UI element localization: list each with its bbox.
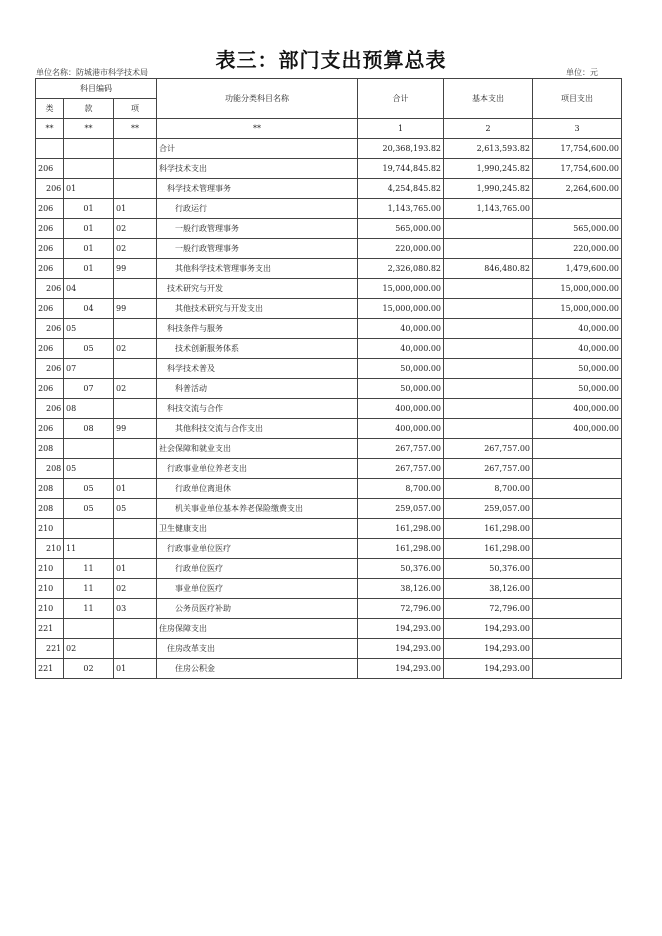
total-cell: 194,293.00 — [358, 619, 444, 639]
table-row — [36, 159, 622, 179]
project-cell: 50,000.00 — [533, 359, 622, 379]
table-row — [36, 599, 622, 619]
name-cell: 技术研究与开发 — [157, 279, 358, 299]
project-cell: 17,754,600.00 — [533, 139, 622, 159]
xiang-cell: 01 — [114, 199, 157, 219]
lei-cell: 206 — [36, 419, 64, 439]
lei-cell: 206 — [36, 359, 64, 379]
project-cell — [533, 499, 622, 519]
lei-cell: 210 — [36, 539, 64, 559]
table-row — [36, 619, 622, 639]
xiang-cell: 01 — [114, 559, 157, 579]
basic-cell: 161,298.00 — [444, 539, 533, 559]
table-row — [36, 339, 622, 359]
total-cell: 72,796.00 — [358, 599, 444, 619]
kuan-cell — [64, 619, 114, 639]
page-title: 表三：部门支出预算总表 — [215, 48, 447, 72]
total-cell: 565,000.00 — [358, 219, 444, 239]
project-cell: 1,479,600.00 — [533, 259, 622, 279]
name-cell: 其他科学技术管理事务支出 — [157, 259, 358, 279]
xiang-cell — [114, 639, 157, 659]
table-body — [36, 139, 622, 679]
xiang-cell: 02 — [114, 219, 157, 239]
name-cell: 住房改革支出 — [157, 639, 358, 659]
table-row — [36, 379, 622, 399]
lei-header: 类 — [36, 99, 64, 119]
kuan-cell: 08 — [64, 399, 114, 419]
lei-cell: 206 — [36, 259, 64, 279]
total-cell: 15,000,000.00 — [358, 299, 444, 319]
total-cell: 400,000.00 — [358, 399, 444, 419]
index-cell: ** — [157, 119, 358, 139]
total-cell: 194,293.00 — [358, 659, 444, 679]
lei-cell: 208 — [36, 439, 64, 459]
kuan-cell: 04 — [64, 279, 114, 299]
total-cell: 1,143,765.00 — [358, 199, 444, 219]
kuan-cell: 01 — [64, 199, 114, 219]
lei-cell: 206 — [36, 179, 64, 199]
lei-cell: 208 — [36, 499, 64, 519]
code-group-header: 科目编码 — [36, 79, 157, 99]
kuan-cell: 01 — [64, 179, 114, 199]
table-row — [36, 279, 622, 299]
xiang-cell: 99 — [114, 259, 157, 279]
project-cell — [533, 439, 622, 459]
lei-cell: 208 — [36, 479, 64, 499]
total-cell: 50,376.00 — [358, 559, 444, 579]
name-cell: 一般行政管理事务 — [157, 219, 358, 239]
xiang-cell: 99 — [114, 299, 157, 319]
xiang-cell — [114, 439, 157, 459]
basic-cell: 267,757.00 — [444, 439, 533, 459]
xiang-cell: 05 — [114, 499, 157, 519]
name-header: 功能分类科目名称 — [157, 79, 358, 119]
kuan-cell: 05 — [64, 459, 114, 479]
basic-cell: 194,293.00 — [444, 619, 533, 639]
name-cell: 科普活动 — [157, 379, 358, 399]
basic-cell: 1,990,245.82 — [444, 159, 533, 179]
table-row — [36, 299, 622, 319]
lei-cell: 221 — [36, 619, 64, 639]
lei-cell: 206 — [36, 319, 64, 339]
basic-cell: 194,293.00 — [444, 639, 533, 659]
name-cell: 科学技术普及 — [157, 359, 358, 379]
project-cell — [533, 659, 622, 679]
kuan-cell: 11 — [64, 539, 114, 559]
xiang-cell — [114, 319, 157, 339]
kuan-cell: 01 — [64, 239, 114, 259]
lei-cell: 206 — [36, 199, 64, 219]
lei-cell: 206 — [36, 239, 64, 259]
project-cell: 220,000.00 — [533, 239, 622, 259]
project-cell — [533, 539, 622, 559]
basic-cell: 2,613,593.82 — [444, 139, 533, 159]
basic-cell: 72,796.00 — [444, 599, 533, 619]
name-cell: 其他科技交流与合作支出 — [157, 419, 358, 439]
index-cell: ** — [114, 119, 157, 139]
total-cell: 15,000,000.00 — [358, 279, 444, 299]
project-cell: 400,000.00 — [533, 419, 622, 439]
name-cell: 行政单位离退休 — [157, 479, 358, 499]
basic-cell: 846,480.82 — [444, 259, 533, 279]
table-row — [36, 459, 622, 479]
total-cell: 19,744,845.82 — [358, 159, 444, 179]
name-cell: 社会保障和就业支出 — [157, 439, 358, 459]
table-row — [36, 579, 622, 599]
kuan-cell: 11 — [64, 559, 114, 579]
basic-cell: 259,057.00 — [444, 499, 533, 519]
kuan-cell — [64, 519, 114, 539]
basic-cell — [444, 279, 533, 299]
basic-cell: 8,700.00 — [444, 479, 533, 499]
table-row — [36, 479, 622, 499]
basic-cell — [444, 299, 533, 319]
xiang-cell: 01 — [114, 659, 157, 679]
index-cell: ** — [36, 119, 64, 139]
lei-cell: 221 — [36, 639, 64, 659]
basic-cell — [444, 399, 533, 419]
basic-cell: 38,126.00 — [444, 579, 533, 599]
xiang-cell — [114, 539, 157, 559]
basic-cell: 1,990,245.82 — [444, 179, 533, 199]
table-row — [36, 219, 622, 239]
kuan-cell: 05 — [64, 479, 114, 499]
index-cell: ** — [64, 119, 114, 139]
kuan-cell: 11 — [64, 579, 114, 599]
xiang-cell — [114, 159, 157, 179]
total-cell: 400,000.00 — [358, 419, 444, 439]
xiang-cell — [114, 279, 157, 299]
basic-header: 基本支出 — [444, 79, 533, 119]
kuan-cell: 01 — [64, 259, 114, 279]
lei-cell: 208 — [36, 459, 64, 479]
total-cell: 267,757.00 — [358, 439, 444, 459]
xiang-cell — [114, 359, 157, 379]
table-row — [36, 499, 622, 519]
budget-table — [35, 78, 622, 679]
xiang-cell — [114, 619, 157, 639]
kuan-cell: 02 — [64, 659, 114, 679]
table-row — [36, 319, 622, 339]
table-row — [36, 179, 622, 199]
basic-cell — [444, 239, 533, 259]
lei-cell: 206 — [36, 299, 64, 319]
name-cell: 行政运行 — [157, 199, 358, 219]
name-cell: 技术创新服务体系 — [157, 339, 358, 359]
name-cell: 卫生健康支出 — [157, 519, 358, 539]
table-row — [36, 199, 622, 219]
xiang-cell: 01 — [114, 479, 157, 499]
xiang-cell: 02 — [114, 239, 157, 259]
xiang-cell — [114, 139, 157, 159]
basic-cell — [444, 319, 533, 339]
xiang-header: 项 — [114, 99, 157, 119]
kuan-cell: 08 — [64, 419, 114, 439]
project-cell — [533, 559, 622, 579]
project-cell — [533, 639, 622, 659]
total-header: 合计 — [358, 79, 444, 119]
name-cell: 一般行政管理事务 — [157, 239, 358, 259]
table-row — [36, 559, 622, 579]
table-row — [36, 519, 622, 539]
total-cell: 2,326,080.82 — [358, 259, 444, 279]
project-cell — [533, 519, 622, 539]
kuan-cell: 02 — [64, 639, 114, 659]
basic-cell: 161,298.00 — [444, 519, 533, 539]
name-cell: 行政事业单位养老支出 — [157, 459, 358, 479]
total-cell: 50,000.00 — [358, 359, 444, 379]
lei-cell: 210 — [36, 599, 64, 619]
basic-cell — [444, 419, 533, 439]
name-cell: 其他技术研究与开发支出 — [157, 299, 358, 319]
xiang-cell — [114, 179, 157, 199]
kuan-cell — [64, 159, 114, 179]
lei-cell — [36, 139, 64, 159]
kuan-cell: 11 — [64, 599, 114, 619]
unit-label: 单位：元 — [566, 68, 598, 77]
table-row — [36, 539, 622, 559]
project-cell: 400,000.00 — [533, 399, 622, 419]
total-cell: 50,000.00 — [358, 379, 444, 399]
table-row — [36, 359, 622, 379]
name-cell: 科学技术管理事务 — [157, 179, 358, 199]
index-cell: 3 — [533, 119, 622, 139]
lei-cell: 221 — [36, 659, 64, 679]
basic-cell: 194,293.00 — [444, 659, 533, 679]
kuan-cell — [64, 139, 114, 159]
name-cell: 科学技术支出 — [157, 159, 358, 179]
table-row — [36, 659, 622, 679]
name-cell: 科技交流与合作 — [157, 399, 358, 419]
lei-cell: 210 — [36, 559, 64, 579]
kuan-cell: 05 — [64, 339, 114, 359]
project-header: 项目支出 — [533, 79, 622, 119]
total-cell: 20,368,193.82 — [358, 139, 444, 159]
xiang-cell — [114, 399, 157, 419]
total-cell: 161,298.00 — [358, 519, 444, 539]
project-cell: 15,000,000.00 — [533, 279, 622, 299]
table-row — [36, 239, 622, 259]
index-cell: 1 — [358, 119, 444, 139]
project-cell: 50,000.00 — [533, 379, 622, 399]
kuan-cell: 05 — [64, 319, 114, 339]
table-row — [36, 259, 622, 279]
basic-cell: 267,757.00 — [444, 459, 533, 479]
kuan-cell — [64, 439, 114, 459]
total-cell: 220,000.00 — [358, 239, 444, 259]
table-row — [36, 399, 622, 419]
table-row — [36, 139, 622, 159]
lei-cell: 206 — [36, 219, 64, 239]
total-cell: 194,293.00 — [358, 639, 444, 659]
xiang-cell: 03 — [114, 599, 157, 619]
xiang-cell: 02 — [114, 579, 157, 599]
xiang-cell: 99 — [114, 419, 157, 439]
basic-cell — [444, 339, 533, 359]
kuan-cell: 04 — [64, 299, 114, 319]
xiang-cell — [114, 519, 157, 539]
xiang-cell: 02 — [114, 339, 157, 359]
total-cell: 40,000.00 — [358, 339, 444, 359]
index-cell: 2 — [444, 119, 533, 139]
lei-cell: 210 — [36, 579, 64, 599]
total-cell: 8,700.00 — [358, 479, 444, 499]
table-row — [36, 419, 622, 439]
project-cell: 15,000,000.00 — [533, 299, 622, 319]
project-cell — [533, 599, 622, 619]
name-cell: 行政事业单位医疗 — [157, 539, 358, 559]
lei-cell: 206 — [36, 399, 64, 419]
project-cell — [533, 619, 622, 639]
total-cell: 267,757.00 — [358, 459, 444, 479]
total-cell: 4,254,845.82 — [358, 179, 444, 199]
lei-cell: 206 — [36, 279, 64, 299]
name-cell: 住房公积金 — [157, 659, 358, 679]
lei-cell: 206 — [36, 159, 64, 179]
basic-cell: 50,376.00 — [444, 559, 533, 579]
project-cell: 565,000.00 — [533, 219, 622, 239]
project-cell: 17,754,600.00 — [533, 159, 622, 179]
kuan-cell: 05 — [64, 499, 114, 519]
name-cell: 事业单位医疗 — [157, 579, 358, 599]
lei-cell: 206 — [36, 339, 64, 359]
table-row — [36, 639, 622, 659]
name-cell: 科技条件与服务 — [157, 319, 358, 339]
basic-cell — [444, 379, 533, 399]
project-cell: 2,264,600.00 — [533, 179, 622, 199]
name-cell: 住房保障支出 — [157, 619, 358, 639]
total-cell: 259,057.00 — [358, 499, 444, 519]
name-cell: 公务员医疗补助 — [157, 599, 358, 619]
lei-cell: 206 — [36, 379, 64, 399]
kuan-cell: 01 — [64, 219, 114, 239]
unit-name: 单位名称：防城港市科学技术局 — [36, 68, 148, 77]
index-row — [36, 119, 622, 139]
project-cell: 40,000.00 — [533, 319, 622, 339]
basic-cell — [444, 359, 533, 379]
basic-cell — [444, 219, 533, 239]
project-cell: 40,000.00 — [533, 339, 622, 359]
total-cell: 40,000.00 — [358, 319, 444, 339]
name-cell: 行政单位医疗 — [157, 559, 358, 579]
kuan-cell: 07 — [64, 359, 114, 379]
project-cell — [533, 199, 622, 219]
name-cell: 机关事业单位基本养老保险缴费支出 — [157, 499, 358, 519]
xiang-cell — [114, 459, 157, 479]
project-cell — [533, 579, 622, 599]
kuan-cell: 07 — [64, 379, 114, 399]
basic-cell: 1,143,765.00 — [444, 199, 533, 219]
name-cell: 合计 — [157, 139, 358, 159]
project-cell — [533, 459, 622, 479]
lei-cell: 210 — [36, 519, 64, 539]
kuan-header: 款 — [64, 99, 114, 119]
total-cell: 161,298.00 — [358, 539, 444, 559]
table-row — [36, 439, 622, 459]
project-cell — [533, 479, 622, 499]
total-cell: 38,126.00 — [358, 579, 444, 599]
xiang-cell: 02 — [114, 379, 157, 399]
